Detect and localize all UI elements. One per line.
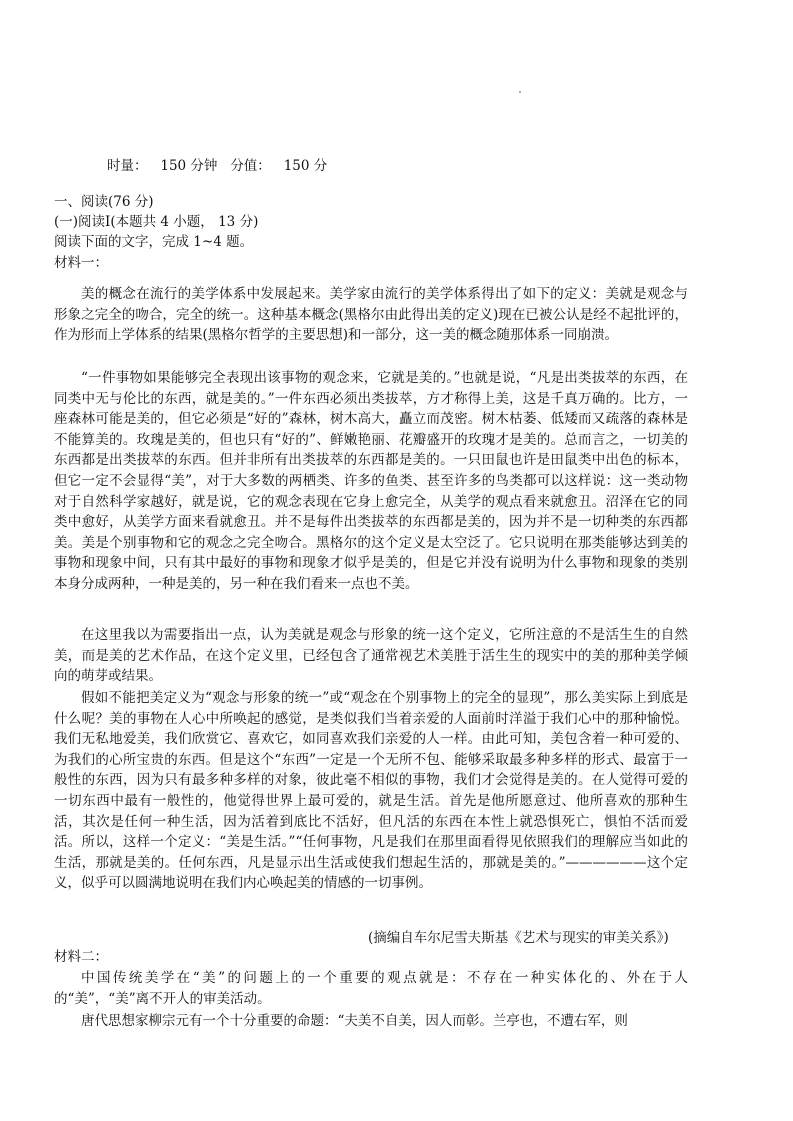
scan-dot [519, 91, 521, 93]
material1-paragraph-2: “一件事物如果能够完全表现出该事物的观念来，它就是美的。”也就是说，“凡是出类拔萃的东西，在同类中无与伦比的东西，就是美的。”一件东西必须出类拔萃，方才称得上美，这是千真万确的。比方，一座森林可能是美的，但它必须是“好的”森林，树木高大，矗立而茂密。树木枯萎、低矮而又疏落的森林是不能算美的。玫瑰是美的，但也只有“好的”、鲜嫩艳丽、花瓣盛开的玫瑰才是美的。总而言之，一切美的东西都是出类拔萃的东西。但并非所有出类拔萃的东西都是美的。一只田鼠也许是田鼠类中出色的标本，但它一定不会显得“美”，对于大多数的两栖类、许多的鱼类、甚至许多的鸟类都可以这样说：这一类动物对于自然科学家越好，就是说，它的观念表现在它身上愈完全，从美学的观点看来就愈丑。沼泽在它的同类中愈好，从美学方面来看就愈丑。并不是每件出类拔萃的东西都是美的，因为并不是一切种类的东西都美。美是个别事物和它的观念之完全吻合。黑格尔的这个定义是太空泛了。它只说明在那类能够达到美的事物和现象中间，只有其中最好的事物和现象才似乎是美的，但是它并没有说明为什么事物和现象的类别本身分成两种，一种是美的，另一种在我们看来一点也不美。 [54, 370, 688, 592]
section-title: 一、阅读(76 分) [54, 194, 154, 210]
material2-label: 材料二： [54, 949, 108, 965]
material1-paragraph-1: 美的概念在流行的美学体系中发展起来。美学家由流行的美学体系得出了如下的定义：美就是观念与形象之完全的吻合，完全的统一。这种基本概念(黑格尔由此得出美的定义)现在已被公认是经不起批评的，作为形而上学体系的结果(黑格尔哲学的主要思想)和一部分，这一美的概念随那体系一同崩溃。 [54, 286, 688, 344]
score-value: 150 分 [283, 158, 328, 174]
time-value: 150 分钟 [160, 158, 218, 174]
material1-paragraph-4: 假如不能把美定义为“观念与形象的统一”或“观念在个别事物上的完全的显现”，那么美实际上到底是什么呢？美的事物在人心中所唤起的感觉，是类似我们当着亲爱的人面前时洋溢于我们心中的那种愉悦。我们无私地爱美，我们欣赏它、喜欢它，如同喜欢我们亲爱的人一样。由此可知，美包含着一种可爱的、为我们的心所宝贵的东西。但是这个“东西”一定是一个无所不包、能够采取最多种多样的形式、最富于一般性的东西，因为只有最多种多样的对象，彼此毫不相似的事物，我们才会觉得是美的。在人觉得可爱的一切东西中最有一般性的，他觉得世界上最可爱的，就是生活。首先是他所愿意过、他所喜欢的那种生活，其次是任何一种生活，因为活着到底比不活好，但凡活的东西在本性上就恐惧死亡，惧怕不活而爱活。所以，这样一个定义：“美是生活。”“任何事物，凡是我们在那里面看得见依照我们的理解应当如此的生活，那就是美的。任何东西，凡是显示出生活或使我们想起生活的，那就是美的。”——————这个定义，似乎可以圆满地说明在我们内心唤起美的情感的一切事例。 [54, 690, 688, 892]
section-subtitle: (一)阅读Ⅰ(本题共 4 小题， 13 分) [54, 214, 259, 230]
section-instruction: 阅读下面的文字，完成 1~4 题。 [54, 234, 254, 250]
time-label: 时量： [107, 158, 148, 174]
material2-paragraph-2: 唐代思想家柳宗元有一个十分重要的命题：“夫美不自美，因人而彰。兰亭也，不遭右军，则 [81, 1013, 628, 1029]
material1-paragraph-3: 在这里我以为需要指出一点，认为美就是观念与形象的统一这个定义，它所注意的不是活生生的自然美，而是美的艺术作品，在这个定义里，已经包含了通常视艺术美胜于活生生的现实中的美的那种美学倾向的萌芽或结果。 [54, 627, 688, 685]
exam-header [107, 154, 327, 174]
score-label: 分值： [230, 158, 271, 174]
material2-paragraph-1: 中国传统美学在“美”的问题上的一个重要的观点就是：不存在一种实体化的、外在于人的“美”，“美”离不开人的审美活动。 [54, 970, 688, 1007]
material1-label: 材料一： [54, 255, 108, 271]
material1-source: (摘编自车尔尼雪夫斯基《艺术与现实的审美关系》) [368, 930, 669, 946]
